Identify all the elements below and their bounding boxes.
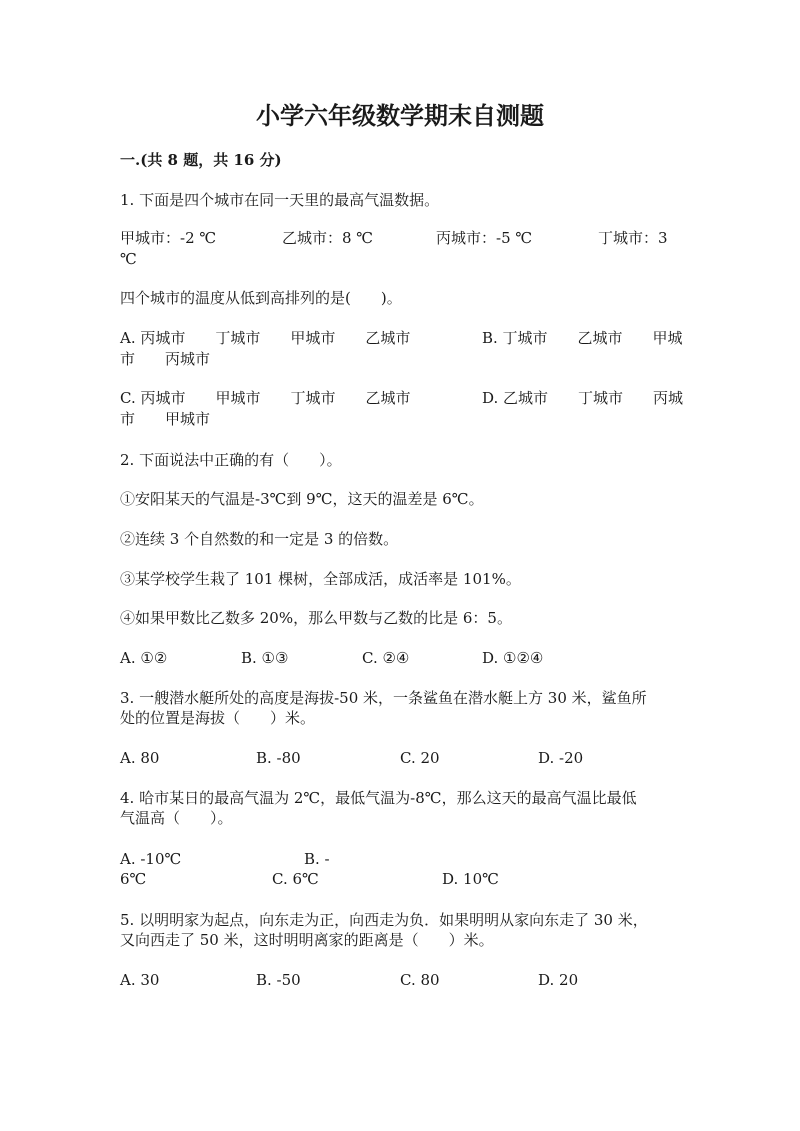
q1-city-yi: 乙城市：8 ℃ xyxy=(282,229,374,247)
q2-option-b: B. ①③ xyxy=(241,649,289,667)
q5-option-c: C. 80 xyxy=(400,971,440,989)
q2-stem: 2. 下面说法中正确的有（ ）。 xyxy=(120,451,342,469)
q1-city-jia: 甲城市：-2 ℃ xyxy=(120,229,217,247)
q4-option-d: D. 10℃ xyxy=(442,870,499,888)
q3-option-c: C. 20 xyxy=(400,749,440,767)
q5-stem-2: 又向西走了 50 米，这时明明离家的距离是（ ）米。 xyxy=(120,931,494,949)
q2-option-d: D. ①②④ xyxy=(482,649,544,667)
q3-option-d: D. -20 xyxy=(538,749,584,767)
q3-option-a: A. 80 xyxy=(120,749,160,767)
q1-cities-wrap: ℃ xyxy=(120,250,137,268)
q1-option-a: A. 丙城市 丁城市 甲城市 乙城市 xyxy=(120,329,411,347)
q1-option-c: C. 丙城市 甲城市 丁城市 乙城市 xyxy=(120,389,411,407)
q3-stem-2: 处的位置是海拔（ ）米。 xyxy=(120,709,316,727)
q4-option-c: C. 6℃ xyxy=(272,870,319,888)
q1-options-ab xyxy=(120,328,683,348)
page-title: 小学六年级数学期末自测题 xyxy=(256,101,544,130)
q2-options xyxy=(120,648,680,668)
q1-option-d: D. 乙城市 丁城市 丙城 xyxy=(482,389,684,407)
section-header: 一.(共 8 题，共 16 分) xyxy=(120,151,282,169)
q4-option-b-wrap: 6℃ xyxy=(120,870,147,888)
q2-statement-4: ④如果甲数比乙数多 20%，那么甲数与乙数的比是 6：5。 xyxy=(120,609,512,627)
q4-options-row2 xyxy=(120,869,680,889)
q5-options xyxy=(120,970,680,990)
q2-statement-3: ③某学校学生栽了 101 棵树，全部成活，成活率是 101%。 xyxy=(120,570,521,588)
q4-option-a: A. -10℃ xyxy=(120,850,182,868)
q4-stem-2: 气温高（ ）。 xyxy=(120,809,233,827)
q5-option-a: A. 30 xyxy=(120,971,160,989)
q1-city-ding: 丁城市：3 xyxy=(598,229,668,247)
q1-option-b-wrap: 市 丙城市 xyxy=(120,350,211,368)
q1-city-bing: 丙城市：-5 ℃ xyxy=(436,229,533,247)
q1-option-d-wrap: 市 甲城市 xyxy=(120,410,211,428)
q5-option-d: D. 20 xyxy=(538,971,579,989)
q1-stem: 1. 下面是四个城市在同一天里的最高气温数据。 xyxy=(120,191,440,209)
q3-options xyxy=(120,748,680,768)
q4-stem-1: 4. 哈市某日的最高气温为 2℃，最低气温为-8℃，那么这天的最高气温比最低 xyxy=(120,789,637,807)
q2-statement-2: ②连续 3 个自然数的和一定是 3 的倍数。 xyxy=(120,530,399,548)
q2-statement-1: ①安阳某天的气温是-3℃到 9℃，这天的温差是 6℃。 xyxy=(120,490,484,508)
q1-option-b: B. 丁城市 乙城市 甲城 xyxy=(482,329,683,347)
q4-option-b: B. - xyxy=(304,850,330,868)
q5-option-b: B. -50 xyxy=(256,971,301,989)
q1-options-cd xyxy=(120,388,684,408)
q2-option-a: A. ①② xyxy=(120,649,168,667)
q3-option-b: B. -80 xyxy=(256,749,301,767)
q1-question: 四个城市的温度从低到高排列的是( )。 xyxy=(120,289,402,307)
q5-stem-1: 5. 以明明家为起点，向东走为正，向西走为负．如果明明从家向东走了 30 米， xyxy=(120,911,648,929)
q1-cities-row xyxy=(120,228,680,248)
q3-stem-1: 3. 一艘潜水艇所处的高度是海拔-50 米，一条鲨鱼在潜水艇上方 30 米，鲨鱼所 xyxy=(120,689,647,707)
q2-option-c: C. ②④ xyxy=(362,649,410,667)
q4-options-row1 xyxy=(120,849,680,869)
